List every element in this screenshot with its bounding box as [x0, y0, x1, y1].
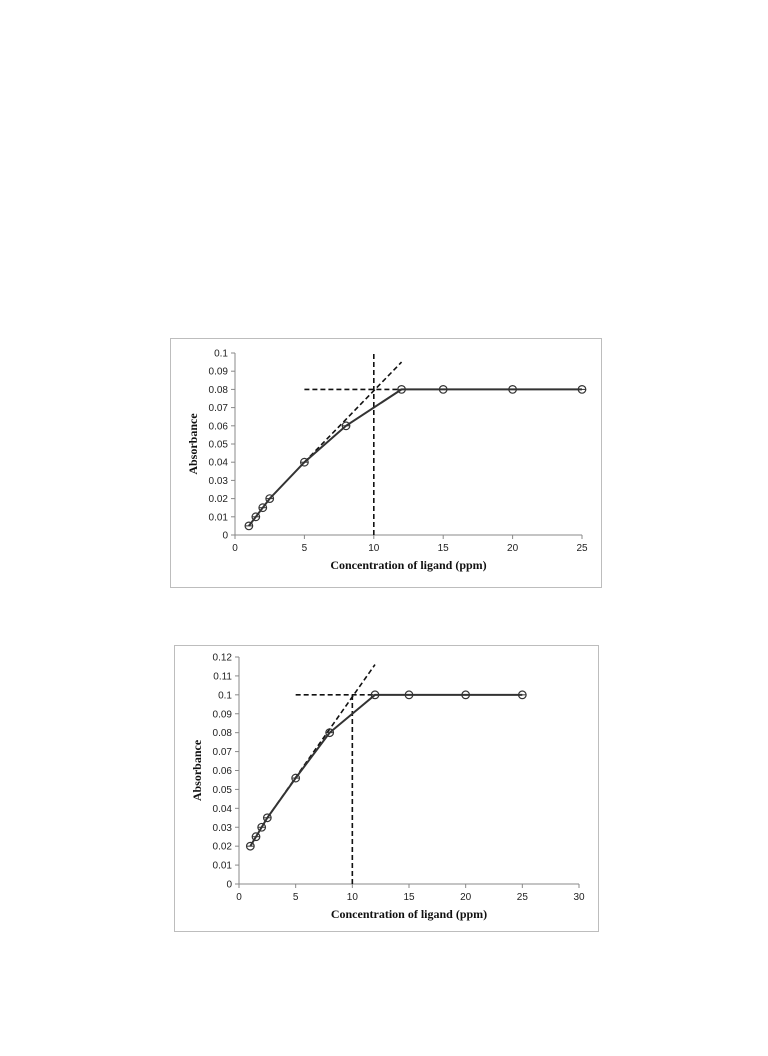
chart-2-y-tick-label: 0.06: [212, 766, 232, 777]
chart-1-y-tick-label: 0.01: [208, 512, 228, 524]
chart-1: [170, 338, 602, 588]
chart-1-x-tick-label: 10: [368, 543, 380, 554]
chart-1-x-tick-label: 0: [232, 543, 238, 554]
chart-1-y-tick-label: 0.04: [208, 457, 228, 469]
chart-1-y-tick-label: 0.08: [208, 384, 228, 396]
chart-2-y-tick-label: 0.08: [212, 728, 232, 740]
chart-2-y-tick-label: 0.1: [218, 690, 232, 702]
chart-1-svg: [171, 339, 603, 589]
chart-1-y-tick-label: 0.03: [208, 475, 228, 487]
chart-2-y-tick-label: 0.01: [212, 860, 232, 872]
chart-2-y-tick-label: 0.04: [212, 803, 232, 815]
chart-1-y-tick-label: 0.1: [214, 348, 228, 360]
chart-2-y-tick-label: 0: [226, 879, 232, 891]
chart-2-x-tick-label: 25: [516, 892, 528, 903]
chart-1-dashed-guide-1: [304, 362, 401, 462]
chart-1-y-tick-label: 0.07: [208, 403, 228, 415]
chart-2-y-tick-label: 0.12: [212, 652, 232, 664]
chart-2-series-line: [250, 695, 522, 846]
chart-2-y-tick-label: 0.09: [212, 709, 232, 721]
chart-2-x-tick-label: 30: [573, 892, 585, 903]
chart-1-x-tick-label: 15: [437, 543, 449, 554]
chart-2-x-tick-label: 15: [403, 892, 415, 903]
chart-1-x-tick-label: 25: [576, 543, 588, 554]
chart-2-x-tick-label: 20: [460, 892, 472, 903]
chart-1-x-axis-title: Concentration of ligand (ppm): [330, 558, 487, 572]
chart-2-y-tick-label: 0.02: [212, 841, 232, 853]
chart-2-y-tick-label: 0.05: [212, 784, 232, 796]
chart-1-x-tick-label: 5: [301, 543, 308, 554]
chart-1-y-tick-label: 0.02: [208, 494, 228, 506]
chart-2-y-tick-label: 0.11: [213, 671, 232, 683]
chart-2-y-tick-label: 0.03: [212, 822, 232, 834]
chart-2-y-tick-label: 0.07: [212, 747, 232, 759]
chart-1-y-tick-label: 0.06: [208, 421, 228, 433]
chart-2-x-tick-label: 0: [236, 892, 242, 903]
chart-2-x-axis-title: Concentration of ligand (ppm): [330, 907, 488, 921]
chart-1-y-tick-label: 0.09: [208, 366, 228, 378]
chart-2-y-axis-title: Absorbance: [190, 739, 204, 802]
chart-1-y-axis-title: Absorbance: [186, 413, 200, 475]
chart-2: [174, 645, 599, 932]
chart-1-series-line: [249, 389, 582, 526]
chart-2-x-tick-label: 10: [346, 892, 358, 903]
chart-1-y-tick-label: 0: [222, 530, 228, 542]
chart-2-x-tick-label: 5: [292, 892, 299, 903]
chart-2-svg: [175, 646, 600, 933]
chart-1-x-tick-label: 20: [507, 543, 519, 554]
chart-1-y-tick-label: 0.05: [208, 439, 228, 451]
